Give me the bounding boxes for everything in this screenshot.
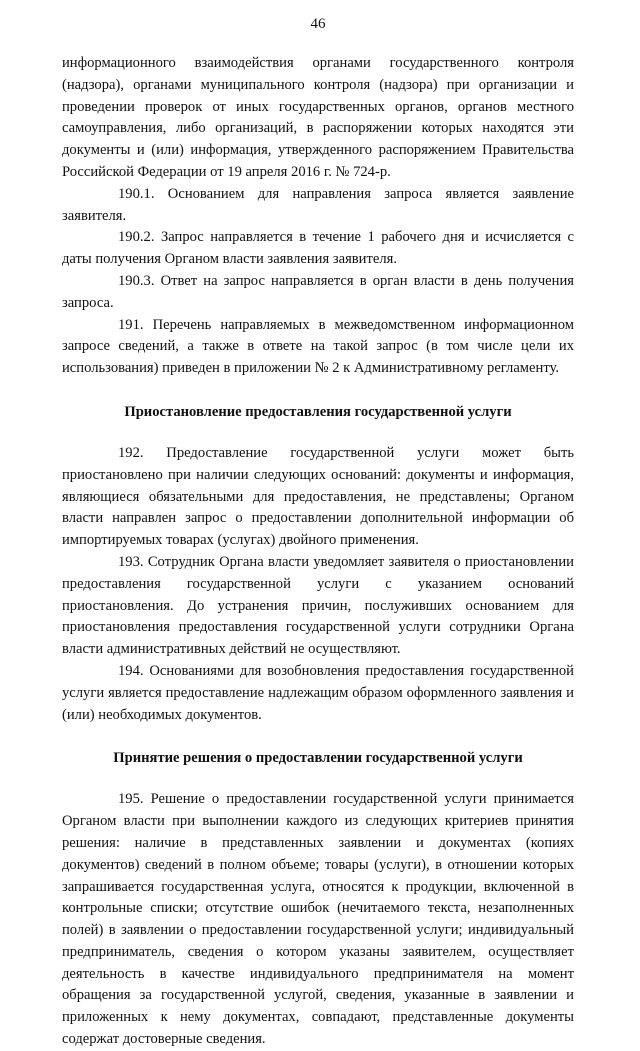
paragraph-190-3: 190.3. Ответ на запрос направляется в орган власти в день получения запроса. [62, 272, 574, 311]
paragraph-190-2: 190.2. Запрос направляется в течение 1 рабочего дня и исчисляется с даты получения Органом власти заявления заявителя. [62, 229, 574, 268]
paragraph-continuation: информационного взаимодействия органами государственного контроля (надзора), органами муниципального контроля (надзора) при организации и проведении проверок от иных государственных органов, органов местного самоуправления, либо организаций, в распоряжении которых находятся эти документы и (или) информация, утвержденного распоряжением Правительства Российской Федерации от 19 апреля 2016 г. № 724-р. [62, 55, 574, 180]
section-heading-decision: Принятие решения о предоставлении государственной услуги [113, 750, 523, 767]
paragraph-192: 192. Предоставление государственной услуги может быть приостановлено при наличии следующих оснований: документы и информация, являющиеся обязательными для предоставления, не представлены; Органом власти направлен запрос о предоставлении дополнительной информации об импортируемых товарах (услугах) двойного применения. [62, 444, 574, 549]
paragraph-191: 191. Перечень направляемых в межведомственном информационном запросе сведений, а также в ответе на такой запрос (в том числе цели их использования) приведен в приложении № 2 к Административному регламенту. [62, 316, 574, 377]
section-heading-suspension: Приостановление предоставления государственной услуги [124, 403, 512, 420]
paragraph-190-1: 190.1. Основанием для направления запроса является заявление заявителя. [62, 185, 574, 224]
paragraph-194: 194. Основаниями для возобновления предоставления государственной услуги является предоставление надлежащим образом оформленного заявления и (или) необходимых документов. [62, 662, 574, 723]
paragraph-193: 193. Сотрудник Органа власти уведомляет заявителя о приостановлении предоставления государственной услуги с указанием оснований приостановления. До устранения причин, послуживших основанием для приостановления предоставления государственной услуги сотрудники Органа власти административных действий не осуществляют. [62, 553, 574, 658]
page-number: 46 [310, 16, 326, 32]
paragraph-195: 195. Решение о предоставлении государственной услуги принимается Органом власти при выполнении каждого из следующих критериев принятия решения: наличие в представленных заявлении и документах (копиях документов) сведений в полном объеме; товары (услуги), в отношении которых запрашивается государственная услуга, относятся к продукции, включенной в контрольные списки; отсутствие ошибок (нечитаемого текста, незаполненных полей) в заявлении о предоставлении государственной услуги; индивидуальный предприниматель, сведения о котором указаны заявителем, осуществляет деятельность в качестве индивидуального предпринимателя на момент обращения за государственной услугой, сведения, указанные в заявлении и приложенных к нему документах, совпадают, представленные документы содержат достоверные сведения. [62, 791, 574, 1048]
